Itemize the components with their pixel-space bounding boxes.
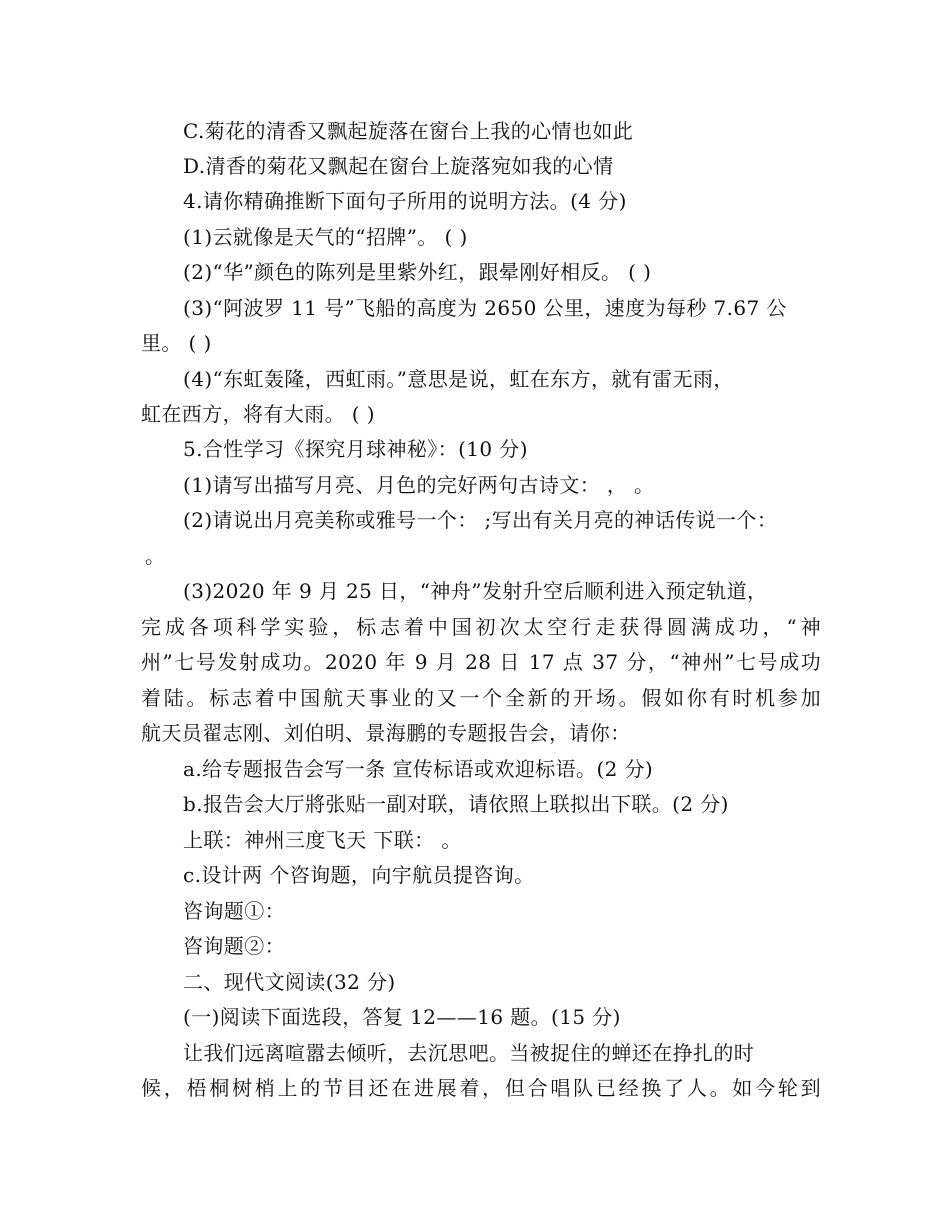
question-4-item-3-cont: 里。 ( ) xyxy=(141,331,212,355)
question-4-item-4: (4)“东虹轰隆，西虹雨。”意思是说，虹在东方，就有雷无雨， xyxy=(183,367,734,391)
reading-passage-line-1: 让我们远离喧嚣去倾听，去沉思吧。当被捉住的蝉还在挣扎的时 xyxy=(183,1041,755,1065)
question-4-item-2: (2)“华”颜色的陈列是里紫外红，跟晕刚好相反。 ( ) xyxy=(183,260,652,284)
question-5-item-1: (1)请写出描写月亮、月色的完好两句古诗文： ， 。 xyxy=(183,473,655,497)
task-b: b.报告会大厅將张贴一副对联，请依照上联拟出下联。(2 分) xyxy=(183,792,729,816)
question-4-heading: 4.请你精确推断下面句子所用的说明方法。(4 分) xyxy=(183,189,627,213)
consult-question-1: 咨询题①： xyxy=(183,899,285,923)
couplet-line: 上联：神州三度飞天 下联： 。 xyxy=(183,828,462,852)
question-5-item-2: (2)请说出月亮美称或雅号一个： ;写出有关月亮的神话传说一个： xyxy=(183,508,778,532)
question-5-item-3-line-3: 州”七号发射成功。2020 年 9 月 28 日 17 点 37 分，“神州”七号成功 xyxy=(141,650,821,674)
option-d: D.清香的菊花又飘起在窗台上旋落宛如我的心情 xyxy=(183,154,614,178)
task-a: a.给专题报告会写一条 宣传标语或欢迎标语。(2 分) xyxy=(183,757,654,781)
question-5-item-3-line-2: 完成各项科学实验，标志着中国初次太空行走获得圆满成功，“神 xyxy=(141,615,821,639)
consult-question-2: 咨询题②： xyxy=(183,934,285,958)
reading-passage-line-2: 候，梧桐树梢上的节目还在进展着，但合唱队已经换了人。如今轮到 xyxy=(141,1076,821,1100)
question-4-item-1: (1)云就像是天气的“招牌”。 ( ) xyxy=(183,225,468,249)
question-5-item-3-line-5: 航天员翟志刚、刘伯明、景海鹏的专题报告会，请你： xyxy=(141,721,631,745)
question-4-item-3: (3)“阿波罗 11 号”飞船的高度为 2650 公里，速度为每秒 7.67 公 xyxy=(183,296,787,320)
option-c: C.菊花的清香又飘起旋落在窗台上我的心情也如此 xyxy=(183,119,634,143)
question-5-item-3-line-4: 着陆。标志着中国航天事业的又一个全新的开场。假如你有时机参加 xyxy=(141,686,821,710)
section-2-heading: 二、现代文阅读(32 分) xyxy=(183,970,396,994)
question-5-item-2-cont: 。 xyxy=(145,544,166,568)
question-4-item-4-cont: 虹在西方，将有大雨。 ( ) xyxy=(141,402,375,426)
reading-section-1-heading: (一)阅读下面选段，答复 12——16 题。(15 分) xyxy=(183,1005,621,1029)
question-5-item-3: (3)2020 年 9 月 25 日，“神舟”发射升空后顺利进入预定轨道， xyxy=(183,579,768,603)
question-5-heading: 5.合性学习《探究月球神秘》：(10 分) xyxy=(183,437,528,461)
task-c: c.设计两 个咨询题，向宇航员提咨询。 xyxy=(183,863,535,887)
